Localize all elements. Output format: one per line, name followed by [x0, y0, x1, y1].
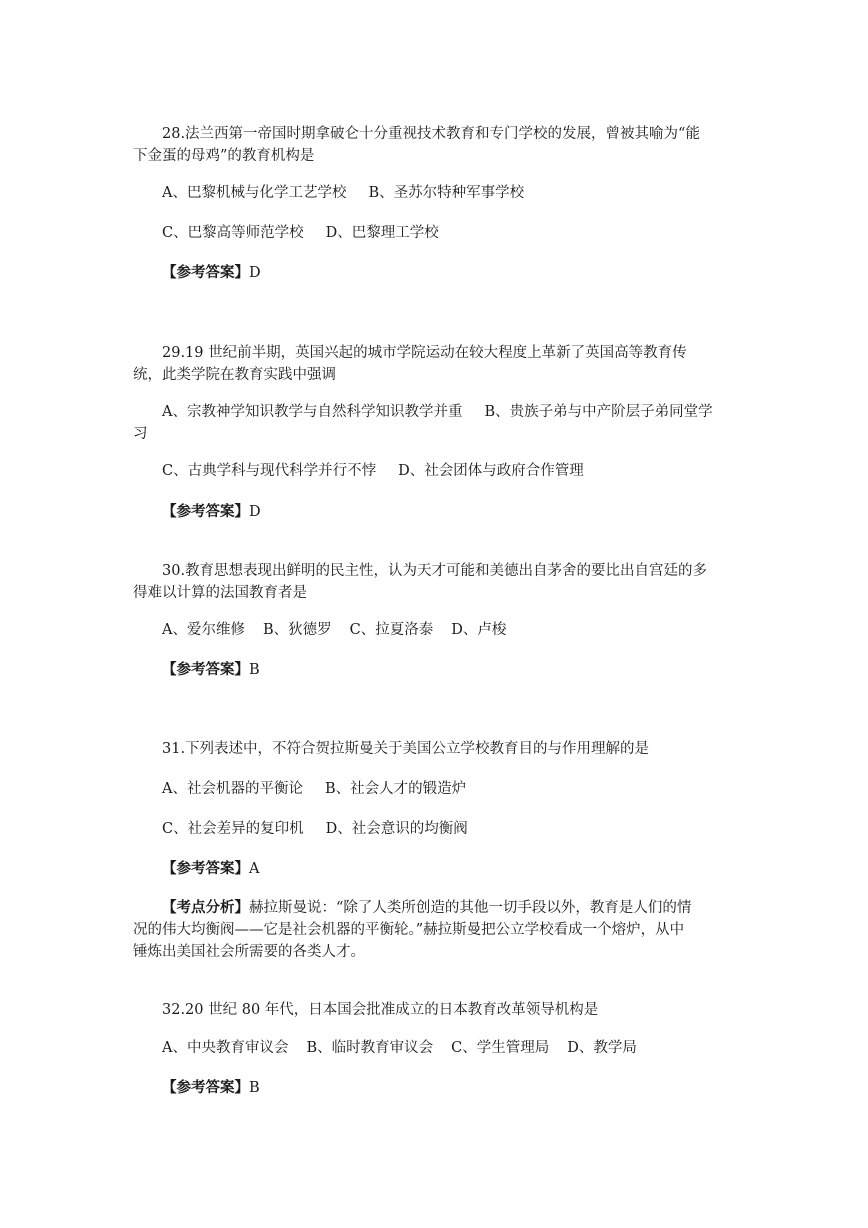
question-28-stem-line1: 28.法兰西第一帝国时期拿破仑十分重视技术教育和专门学校的发展，曾被其喻为“能 [162, 126, 700, 142]
option-b: B、社会人才的锻造炉 [324, 781, 467, 797]
question-28-stem-line2: 下金蛋的母鸡”的教育机构是 [133, 148, 315, 164]
question-28-options-row1 [162, 182, 524, 204]
question-31-options-row1 [162, 778, 466, 800]
question-31-options-row2 [162, 818, 468, 840]
option-d: D、教学局 [567, 1040, 637, 1056]
question-30-answer [162, 659, 260, 681]
answer-value: A [249, 861, 260, 877]
option-b: B、圣苏尔特种军事学校 [368, 185, 525, 201]
question-31-analysis-line3: 锤炼出美国社会所需要的各类人才。 [133, 944, 365, 960]
option-b: B、狄德罗 [262, 622, 332, 638]
option-c: C、学生管理局 [451, 1040, 550, 1056]
answer-value: B [249, 1080, 260, 1096]
option-b: B、贵族子弟与中产阶层子弟同堂学 [484, 404, 713, 420]
question-30-stem-line1: 30.教育思想表现出鲜明的民主性，认为天才可能和美德出自茅舍的要比出自宫廷的多 [162, 563, 708, 579]
answer-value: D [249, 504, 261, 520]
option-d: D、巴黎理工学校 [325, 225, 439, 241]
option-a: A、爱尔维修 [162, 622, 245, 638]
question-29-stem-line2: 统，此类学院在教育实践中强调 [133, 367, 336, 383]
analysis-label: 【考点分析】 [162, 899, 249, 916]
question-30-stem-line2: 得难以计算的法国教育者是 [133, 585, 307, 601]
option-d: D、社会团体与政府合作管理 [398, 463, 584, 479]
question-32-options-row1 [162, 1037, 637, 1059]
question-29-options-row2 [162, 460, 584, 482]
answer-label: 【参考答案】 [162, 503, 249, 520]
question-28-answer [162, 262, 261, 284]
question-29-answer [162, 501, 261, 523]
option-d: D、卢梭 [451, 622, 507, 638]
option-a: A、宗教神学知识教学与自然科学知识教学并重 [162, 404, 463, 420]
option-a: A、社会机器的平衡论 [162, 781, 303, 797]
question-31-analysis-line2: 况的伟大均衡阀——它是社会机器的平衡轮。”赫拉斯曼把公立学校看成一个熔炉，从中 [133, 922, 685, 938]
question-31-analysis-line1 [162, 897, 691, 919]
answer-label: 【参考答案】 [162, 661, 249, 678]
question-32-answer [162, 1077, 260, 1099]
question-31-stem-line1: 31.下列表述中，不符合贺拉斯曼关于美国公立学校教育目的与作用理解的是 [162, 741, 650, 757]
answer-label: 【参考答案】 [162, 264, 249, 281]
answer-label: 【参考答案】 [162, 860, 249, 877]
answer-value: D [249, 265, 261, 281]
question-29-stem-line1: 29.19 世纪前半期，英国兴起的城市学院运动在较大程度上革新了英国高等教育传 [162, 345, 687, 361]
option-d: D、社会意识的均衡阀 [325, 821, 468, 837]
answer-value: B [249, 662, 260, 678]
option-c: C、社会差异的复印机 [162, 821, 304, 837]
option-c: C、古典学科与现代科学并行不悖 [162, 463, 377, 479]
question-30-options-row1 [162, 619, 506, 641]
question-31-answer [162, 858, 259, 880]
question-29-options-row1 [162, 401, 713, 423]
option-c: C、拉夏洛泰 [349, 622, 434, 638]
option-a: A、中央教育审议会 [162, 1040, 289, 1056]
question-28-options-row2 [162, 222, 439, 244]
question-29-options-row1-wrap: 习 [133, 426, 148, 442]
analysis-text: 赫拉斯曼说：“除了人类所创造的其他一切手段以外，教育是人们的情 [249, 900, 692, 916]
question-32-stem-line1: 32.20 世纪 80 年代，日本国会批准成立的日本教育改革领导机构是 [162, 1002, 599, 1018]
answer-label: 【参考答案】 [162, 1079, 249, 1096]
option-a: A、巴黎机械与化学工艺学校 [162, 185, 347, 201]
option-b: B、临时教育审议会 [306, 1040, 434, 1056]
option-c: C、巴黎高等师范学校 [162, 225, 304, 241]
